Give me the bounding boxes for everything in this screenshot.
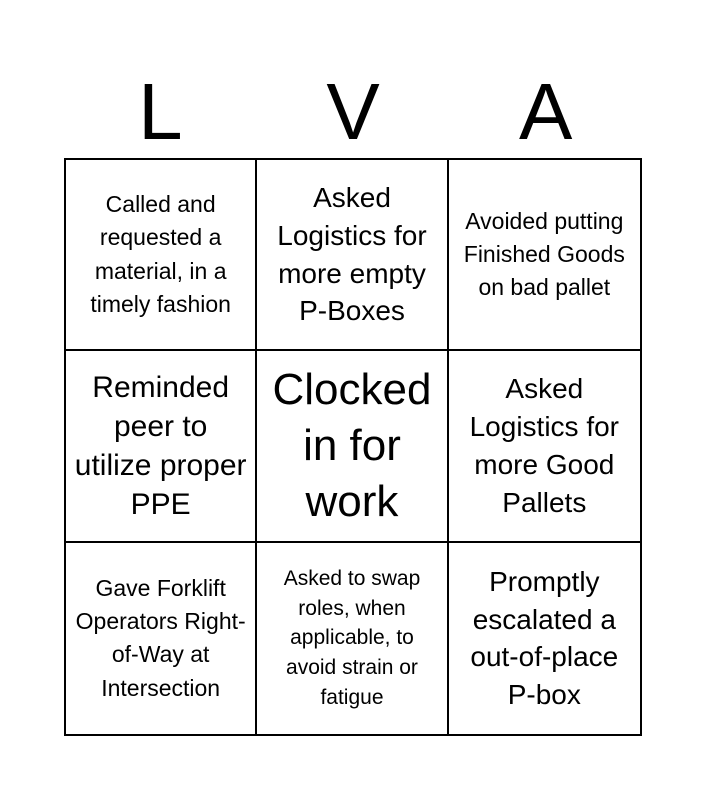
- bingo-cell[interactable]: Avoided putting Finished Goods on bad pallet: [449, 160, 640, 351]
- bingo-cell-center[interactable]: Clocked in for work: [257, 351, 448, 542]
- header-letter-l: L: [138, 67, 183, 156]
- bingo-cell[interactable]: Gave Forklift Operators Right-of-Way at Intersection: [66, 543, 257, 734]
- header-letter-a: A: [519, 67, 573, 156]
- bingo-cell[interactable]: Reminded peer to utilize proper PPE: [66, 351, 257, 542]
- bingo-cell[interactable]: Asked Logistics for more Good Pallets: [449, 351, 640, 542]
- bingo-header: [64, 66, 642, 158]
- bingo-board: [64, 158, 642, 736]
- bingo-cell[interactable]: Asked Logistics for more empty P-Boxes: [257, 160, 448, 351]
- bingo-cell[interactable]: Asked to swap roles, when applicable, to avoid strain or fatigue: [257, 543, 448, 734]
- bingo-cell[interactable]: Called and requested a material, in a timely fashion: [66, 160, 257, 351]
- bingo-cell[interactable]: Promptly escalated a out-of-place P-box: [470, 565, 619, 711]
- header-letter-v: V: [326, 67, 380, 156]
